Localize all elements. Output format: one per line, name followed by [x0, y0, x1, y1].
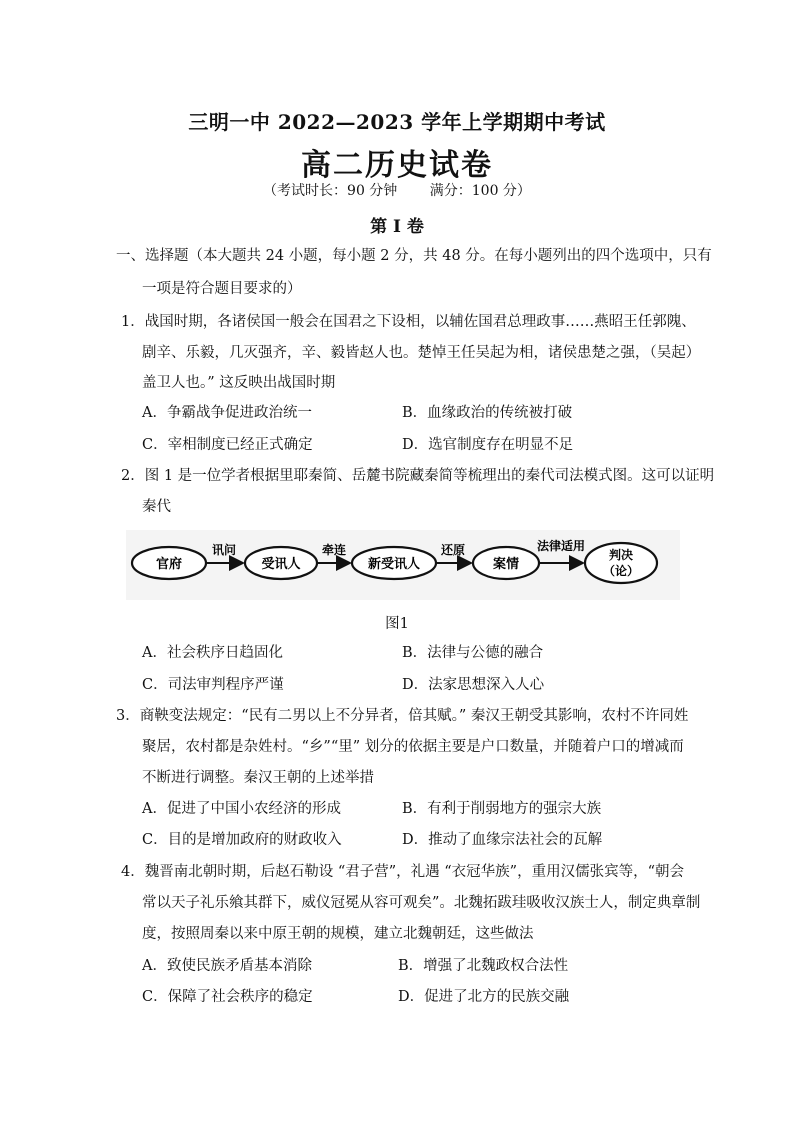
- q1-option-b: B．血缘政治的传统被打破: [402, 405, 573, 421]
- exam-meta: [0, 180, 794, 200]
- node-interrogated-label: 受讯人: [261, 557, 301, 572]
- q4-line-2: 常以天子礼乐飨其群下，威仪冠冕从容可观矣”。北魏拓跋珪吸收汉族士人，制定典章制: [142, 895, 701, 911]
- edge-restore-label: 还原: [440, 543, 466, 557]
- q2-line-2: 秦代: [142, 499, 171, 515]
- figure-caption: 图1: [385, 616, 409, 632]
- q3-line-2: 聚居，农村都是杂姓村。“乡”“里” 划分的依据主要是户口数量，并随着户口的增减而: [142, 739, 684, 755]
- edge-interrogate-label: 讯问: [211, 543, 237, 557]
- edge-apply-law-label: 法律适用: [536, 539, 586, 553]
- q1-line-1: 1．战国时期，各诸侯国一般会在国君之下设相，以辅佐国君总理政事……燕昭王任郭隗、: [121, 314, 696, 330]
- q4-line-1: 4．魏晋南北朝时期，后赵石勒设 “君子营”，礼遇 “衣冠华族”，重用汉儒张宾等，“朝会: [121, 864, 685, 880]
- judicial-flow-diagram: [126, 530, 680, 600]
- q3-line-3: 不断进行调整。秦汉王朝的上述举措: [142, 770, 374, 786]
- exam-duration: （考试时长：90 分钟: [263, 183, 398, 199]
- edge-implicate-label: 牵连: [321, 543, 347, 557]
- part-heading: 第 I 卷: [370, 217, 424, 237]
- node-new-interrogated-label: 新受讯人: [367, 557, 421, 572]
- exam-score: 满分：100 分）: [429, 183, 531, 199]
- q4-option-d: D．促进了北方的民族交融: [398, 989, 570, 1005]
- q3-option-c: C．目的是增加政府的财政收入: [142, 832, 342, 848]
- node-verdict-label: 判决: [608, 548, 634, 562]
- q4-line-3: 度，按照周秦以来中原王朝的规模，建立北魏朝廷，这些做法: [142, 926, 534, 942]
- q2-option-d: D．法家思想深入人心: [402, 677, 545, 693]
- node-case-label: 案情: [492, 557, 520, 572]
- q2-option-b: B．法律与公德的融合: [402, 645, 544, 661]
- q2-option-a: A．社会秩序日趋固化: [142, 645, 283, 661]
- q3-option-d: D．推动了血缘宗法社会的瓦解: [402, 832, 603, 848]
- q3-option-b: B．有利于削弱地方的强宗大族: [402, 801, 602, 817]
- q1-option-a: A．争霸战争促进政治统一: [142, 405, 312, 421]
- node-verdict-sub-label: （论）: [602, 564, 640, 578]
- q1-line-3: 盖卫人也。” 这反映出战国时期: [142, 375, 336, 391]
- q3-line-1: 3．商鞅变法规定：“民有二男以上不分异者，倍其赋。” 秦汉王朝受其影响，农村不许同姓: [116, 708, 689, 724]
- q4-option-a: A．致使民族矛盾基本消除: [142, 958, 312, 974]
- instructions-line-2: 一项是符合题目要求的）: [142, 281, 302, 297]
- q1-option-c: C．宰相制度已经正式确定: [142, 437, 313, 453]
- q4-option-b: B．增强了北魏政权合法性: [398, 958, 569, 974]
- q1-option-d: D．选官制度存在明显不足: [402, 437, 574, 453]
- node-official-label: 官府: [155, 557, 183, 572]
- instructions-line-1: 一、选择题（本大题共 24 小题，每小题 2 分，共 48 分。在每小题列出的四个选项中，只有: [116, 248, 712, 264]
- exam-title: 三明一中 2022—2023 学年上学期期中考试: [188, 110, 606, 134]
- q1-line-2: 剧辛、乐毅，几灭强齐，辛、毅皆赵人也。楚悼王任吴起为相，诸侯患楚之强，（吴起）: [142, 345, 701, 361]
- exam-subtitle: 高二历史试卷: [301, 148, 493, 183]
- q2-option-c: C．司法审判程序严谨: [142, 677, 284, 693]
- q4-option-c: C．保障了社会秩序的稳定: [142, 989, 313, 1005]
- q2-line-1: 2．图 1 是一位学者根据里耶秦简、岳麓书院藏秦简等梳理出的秦代司法模式图。这可以证明: [121, 468, 715, 484]
- q3-option-a: A．促进了中国小农经济的形成: [142, 801, 341, 817]
